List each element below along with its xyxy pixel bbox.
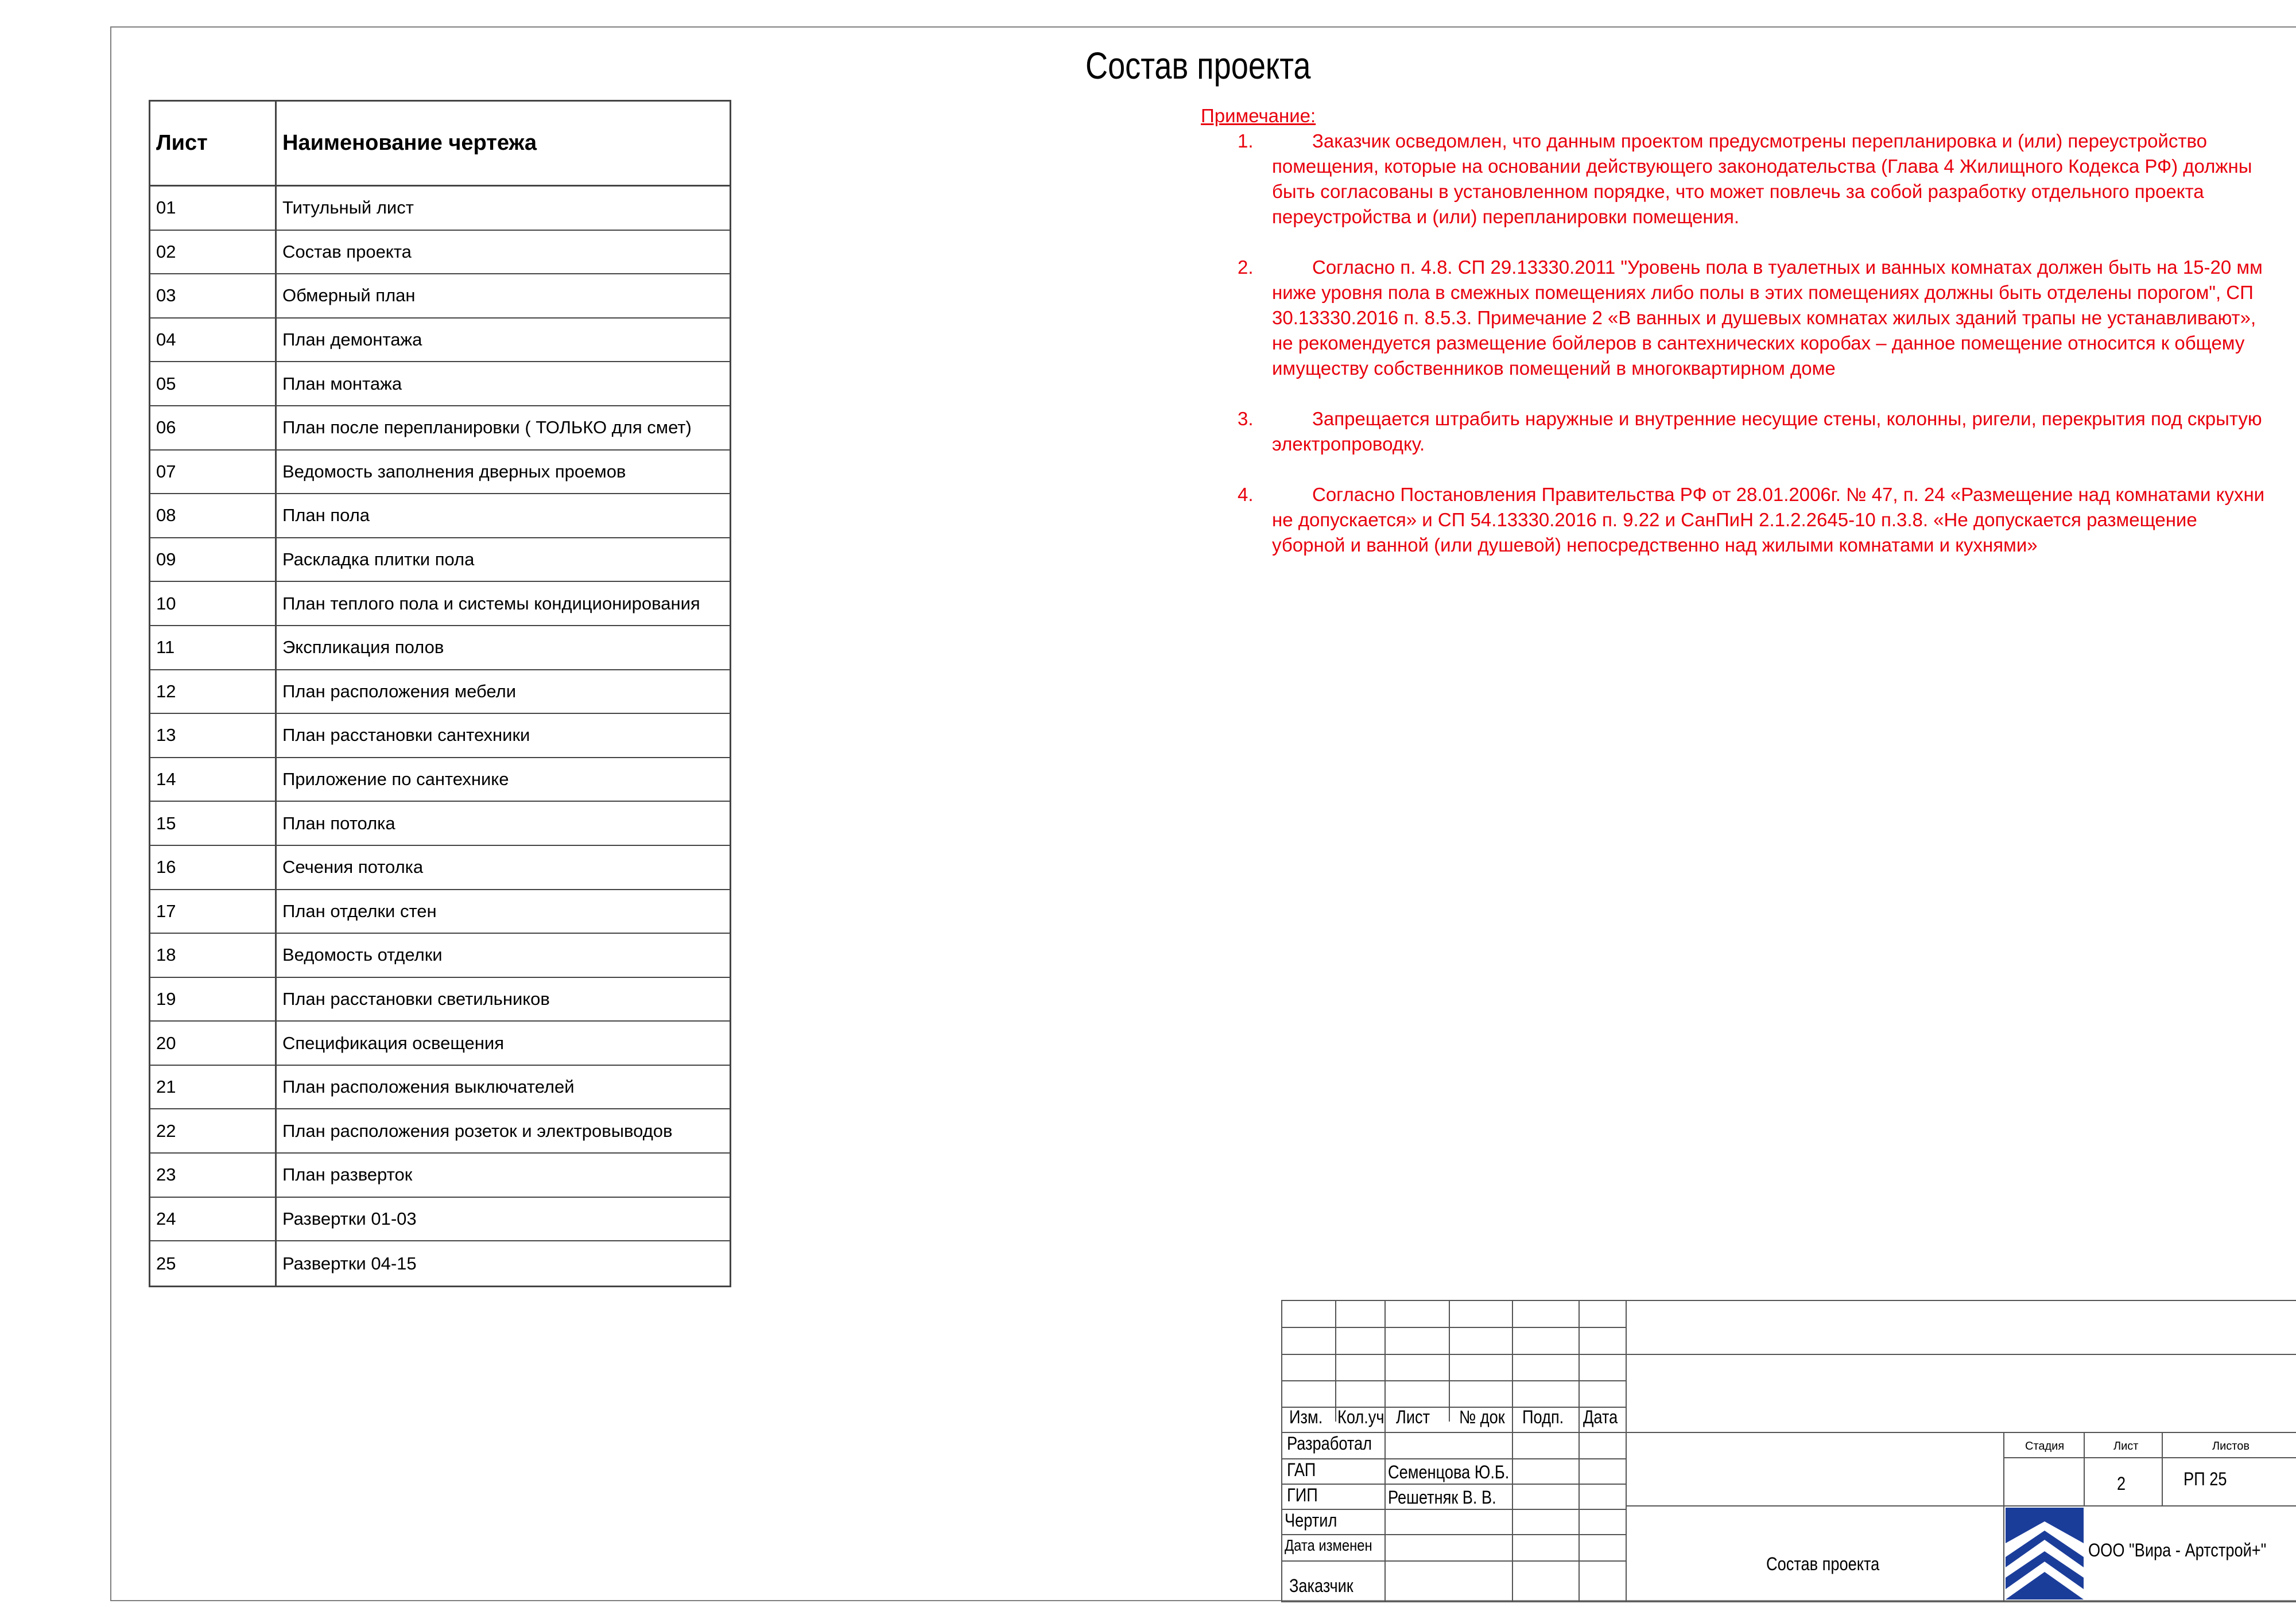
sheet-number: 22 — [150, 1109, 277, 1152]
drawing-name: Приложение по сантехнике — [282, 769, 509, 790]
col-izm: Изм. — [1289, 1407, 1323, 1427]
table-row — [150, 670, 730, 715]
drawing-name: План расстановки сантехники — [282, 725, 530, 746]
gip-name: Решетняк В. В. — [1388, 1487, 1496, 1508]
sheet-number: 09 — [150, 538, 277, 581]
note-item — [1201, 255, 2274, 381]
title-block-stamp — [1281, 1300, 2296, 1602]
col-list: Лист — [1396, 1407, 1430, 1427]
sheet-number: 18 — [150, 934, 277, 977]
drawing-name: Сечения потолка — [282, 857, 424, 877]
gap-name: Семенцова Ю.Б. — [1388, 1462, 1510, 1482]
table-row — [150, 582, 730, 626]
drawing-name: Спецификация освещения — [282, 1032, 504, 1053]
header-sheet-number: Лист — [150, 102, 277, 185]
table-row — [150, 1241, 730, 1286]
table-row — [150, 758, 730, 802]
drawing-name: План монтажа — [282, 373, 402, 394]
drawing-name: Развертки 04-15 — [282, 1253, 417, 1273]
note-item — [1201, 482, 2274, 558]
role-developed: Разработал — [1287, 1433, 1372, 1454]
table-row — [150, 1022, 730, 1066]
table-row — [150, 319, 730, 363]
drawing-name: План потолка — [282, 813, 395, 833]
company-name: ООО "Вира - Артстрой+" — [2088, 1540, 2267, 1560]
drawing-name: План пола — [282, 505, 370, 526]
table-row — [150, 274, 730, 319]
sheet-number: 05 — [150, 362, 277, 405]
sheet-number: 23 — [150, 1154, 277, 1197]
role-gap: ГАП — [1287, 1459, 1316, 1480]
stage-label: Стадия — [2025, 1440, 2065, 1453]
drawing-name: План разверток — [282, 1164, 413, 1185]
drawing-name: План отделки стен — [282, 900, 437, 921]
sheet-number: 17 — [150, 890, 277, 933]
drawing-name: Состав проекта — [282, 241, 412, 262]
table-row — [150, 494, 730, 538]
note-text: Заказчик осведомлен, что данным проектом предусмотрены перепланировка и (или) переустройство помещения, которые на основании действующего законодательства (Глава 4 Жилищного Кодекса РФ) должны быть согласованы в установленном порядке, что может повлечь за собой разработку отдельного проекта переустройства и (или) перепланировки помещения. — [1272, 130, 2252, 227]
table-row — [150, 406, 730, 451]
sheet-number: 11 — [150, 626, 277, 669]
table-row — [150, 934, 730, 978]
table-header — [150, 102, 730, 187]
table-row — [150, 626, 730, 670]
page-title: Состав проекта — [1085, 44, 1311, 87]
role-drew: Чертил — [1285, 1510, 1337, 1531]
table-row — [150, 1066, 730, 1110]
sheet-number: 08 — [150, 494, 277, 537]
note-number: 3. — [1238, 408, 1254, 429]
note-number: 4. — [1238, 484, 1254, 505]
col-date: Дата — [1583, 1407, 1618, 1427]
sheet-number: 06 — [150, 406, 277, 449]
company-logo-icon — [2006, 1508, 2084, 1599]
drawing-name: Ведомость отделки — [282, 945, 443, 965]
sheet-label: Лист — [2113, 1440, 2139, 1453]
sheet-number: 20 — [150, 1022, 277, 1065]
drawing-name: План расположения розеток и электровыводов — [282, 1120, 673, 1141]
drawing-name: План теплого пола и системы кондиционирования — [282, 593, 700, 614]
table-row — [150, 846, 730, 890]
table-row — [150, 538, 730, 583]
sheet-number: 24 — [150, 1198, 277, 1241]
col-doc-number: № док — [1459, 1407, 1505, 1427]
drawing-name: Обмерный план — [282, 285, 416, 306]
table-row — [150, 978, 730, 1022]
role-change-date: Дата изменен — [1285, 1536, 1372, 1554]
document-title: Состав проекта — [1766, 1554, 1880, 1574]
note-item — [1201, 129, 2274, 230]
drawing-name: План расстановки светильников — [282, 988, 550, 1009]
sheet-number: 01 — [150, 187, 277, 230]
role-customer: Заказчик — [1289, 1575, 1353, 1596]
table-row — [150, 714, 730, 758]
drawing-name: План расположения выключателей — [282, 1077, 575, 1097]
sheet-number: 25 — [150, 1241, 277, 1286]
sheet-number: 03 — [150, 274, 277, 317]
table-row — [150, 451, 730, 495]
note-text: Согласно Постановления Правительства РФ от 28.01.2006г. № 47, п. 24 «Размещение над комнатами кухни не допускается» и СП 54.13330.2016 п. 9.22 и СанПиН 2.1.2.2645-10 п.3.8. «Не допускается размещение уборной и ванной (или душевой) непосредственно над жилыми комнатами и кухнями» — [1272, 484, 2265, 556]
notes-block — [1201, 103, 2274, 583]
sheet-number: 13 — [150, 714, 277, 757]
sheet-number: 15 — [150, 802, 277, 845]
sheet-number: 19 — [150, 978, 277, 1021]
drawing-name: План демонтажа — [282, 329, 422, 350]
sheet-list-table — [149, 100, 731, 1287]
drawing-name: Раскладка плитки пола — [282, 549, 475, 570]
note-number: 1. — [1238, 130, 1254, 152]
sheet-number: 14 — [150, 758, 277, 801]
sheet-number: 12 — [150, 670, 277, 713]
sheets-label: Листов — [2212, 1440, 2250, 1453]
notes-heading: Примечание: — [1201, 105, 1316, 126]
drawing-name: План расположения мебели — [282, 681, 517, 701]
col-kol-uch: Кол.уч — [1337, 1407, 1384, 1427]
drawing-name: Ведомость заполнения дверных проемов — [282, 461, 626, 482]
table-row — [150, 231, 730, 275]
note-item — [1201, 406, 2274, 457]
sheet-number: 16 — [150, 846, 277, 889]
table-row — [150, 1154, 730, 1198]
note-text: Согласно п. 4.8. СП 29.13330.2011 "Уровень пола в туалетных и ванных комнатах должен быть на 15-20 мм ниже уровня пола в смежных помещениях либо полы в этих помещениях должны быть отделены порогом", СП 30.13330.2016 п. 8.5.3. Примечание 2 «В ванных и душевых комнатах жилых зданий трапы не устанавливают», не рекомендуется размещение бойлеров в сантехнических коробах – данное помещение относится к общему имуществу собственников помещений в многоквартирном доме — [1272, 257, 2263, 379]
sheets-value: РП 25 — [2183, 1469, 2227, 1489]
drawing-name: Титульный лист — [282, 197, 414, 218]
drawing-name: Развертки 01-03 — [282, 1208, 417, 1229]
table-row — [150, 1109, 730, 1154]
sheet-number: 07 — [150, 451, 277, 494]
role-gip: ГИП — [1287, 1485, 1318, 1505]
table-row — [150, 187, 730, 231]
col-signature: Подп. — [1522, 1407, 1564, 1427]
sheet-number: 02 — [150, 231, 277, 274]
drawing-name: Экспликация полов — [282, 637, 444, 658]
sheet-number: 21 — [150, 1066, 277, 1109]
table-row — [150, 1198, 730, 1242]
table-row — [150, 802, 730, 846]
note-text: Запрещается штрабить наружные и внутренние несущие стены, колонны, ригели, перекрытия под скрытую электропроводку. — [1272, 408, 2262, 455]
sheet-number: 04 — [150, 319, 277, 362]
note-number: 2. — [1238, 257, 1254, 278]
header-drawing-name: Наименование чертежа — [282, 131, 537, 155]
sheet-number: 10 — [150, 582, 277, 625]
table-row — [150, 890, 730, 934]
sheet-value: 2 — [2117, 1473, 2126, 1494]
table-row — [150, 362, 730, 406]
drawing-name: План после перепланировки ( ТОЛЬКО для смет) — [282, 417, 692, 438]
